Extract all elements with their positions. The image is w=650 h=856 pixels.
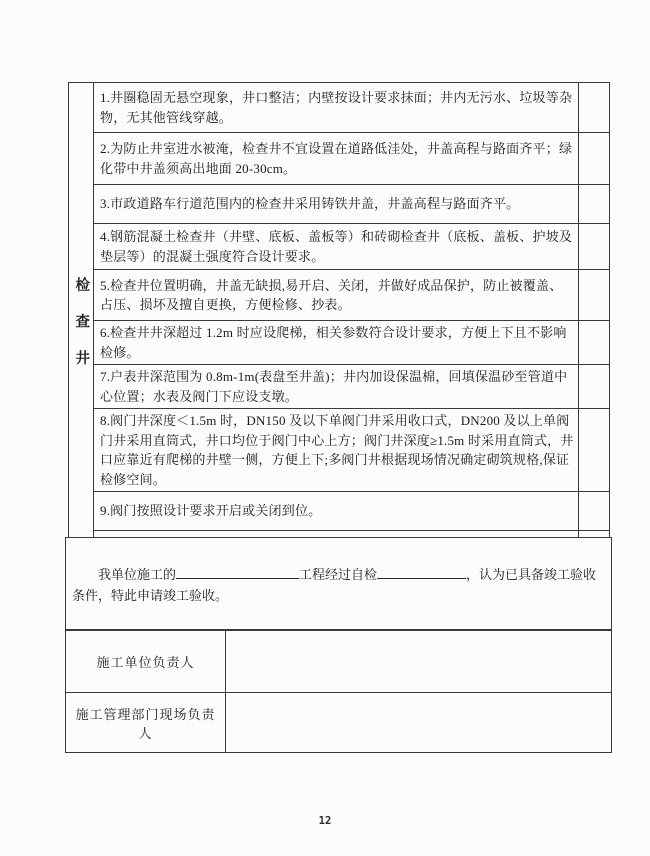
declaration-text xyxy=(72,564,603,606)
signature-label: 施工管理部门现场负责人 xyxy=(66,693,226,752)
declaration-part1: 我单位施工的 xyxy=(98,567,177,582)
check-result-cell xyxy=(578,83,609,132)
table-row xyxy=(94,83,609,132)
table-row xyxy=(94,132,609,184)
item-text: 9.阀门按照设计要求开启或关闭到位。 xyxy=(100,503,322,519)
item-text: 8.阀门井深度＜1.5m 时，DN150 及以下单阀门井采用收口式，DN200 及以上单阀门井采用直筒式，井口均位于阀门中心上方；阀门井深度≥1.5m 时采用直筒式，井口应靠近有爬梯的井壁一侧，方便上下;多阀门井根据现场情况确定砌筑规格,保证检修空间。 xyxy=(100,413,574,487)
signature-label: 施工单位负责人 xyxy=(66,631,226,692)
checklist-rows xyxy=(94,83,609,570)
check-result-cell xyxy=(578,492,609,530)
page-number: 12 xyxy=(318,815,332,827)
item-text: 4.钢筋混凝土检查井（井壁、底板、盖板等）和砖砌检查井（底板、盖板、护坡及垫层等）的混凝土强度符合设计要求。 xyxy=(100,229,573,264)
item-text: 3.市政道路车行道范围内的检查井采用铸铁井盖，井盖高程与路面齐平。 xyxy=(100,196,520,212)
table-row xyxy=(94,320,609,364)
category-label: 检查井 xyxy=(73,276,90,387)
table-row xyxy=(94,408,609,491)
check-result-cell xyxy=(578,185,609,223)
table-row xyxy=(94,491,609,530)
item-text: 6.检查井井深超过 1.2m 时应设爬梯，相关参数符合设计要求，方便上下且不影响检修。 xyxy=(100,325,567,360)
signature-field xyxy=(226,631,611,692)
signature-row xyxy=(66,692,611,752)
signature-row xyxy=(66,631,611,692)
blank-line-self-check xyxy=(377,565,466,579)
declaration-part3: ，认为已具备竣工验收条件，特此申请竣工验收。 xyxy=(72,567,597,603)
item-text: 2.为防止井室进水被淹，检查井不宜设置在道路低洼处，井盖高程与路面齐平；绿化带中井盖须高出地面 20-30cm。 xyxy=(100,141,573,176)
check-result-cell xyxy=(578,409,609,491)
item-text: 7.户表井深范围为 0.8m-1m(表盘至井盖)；井内加设保温棉，回填保温砂至管道中心位置；水表及阀门下应设支墩。 xyxy=(100,369,568,404)
check-result-cell xyxy=(578,133,609,184)
table-row xyxy=(94,184,609,223)
declaration-part2: 工程经过自检 xyxy=(299,567,378,582)
check-result-cell xyxy=(578,224,609,269)
check-result-cell xyxy=(578,270,609,320)
inspection-checklist-table xyxy=(68,82,610,571)
blank-line-project-name xyxy=(176,565,299,579)
table-row xyxy=(94,269,609,320)
item-text: 1.井圈稳固无悬空现象，井口整洁；内壁按设计要求抹面；井内无污水、垃圾等杂物，无其他管线穿越。 xyxy=(100,90,573,125)
self-inspection-declaration xyxy=(65,537,612,630)
table-row xyxy=(94,223,609,269)
signature-field xyxy=(226,693,611,752)
item-text: 5.检查井位置明确，井盖无缺损,易开启、关闭，并做好成品保护，防止被覆盖、占压、损坏及擅自更换，方便检修、抄表。 xyxy=(100,277,563,312)
check-result-cell xyxy=(578,321,609,364)
signature-table xyxy=(65,630,612,753)
table-row xyxy=(94,364,609,408)
check-result-cell xyxy=(578,365,609,408)
category-cell xyxy=(69,83,94,570)
